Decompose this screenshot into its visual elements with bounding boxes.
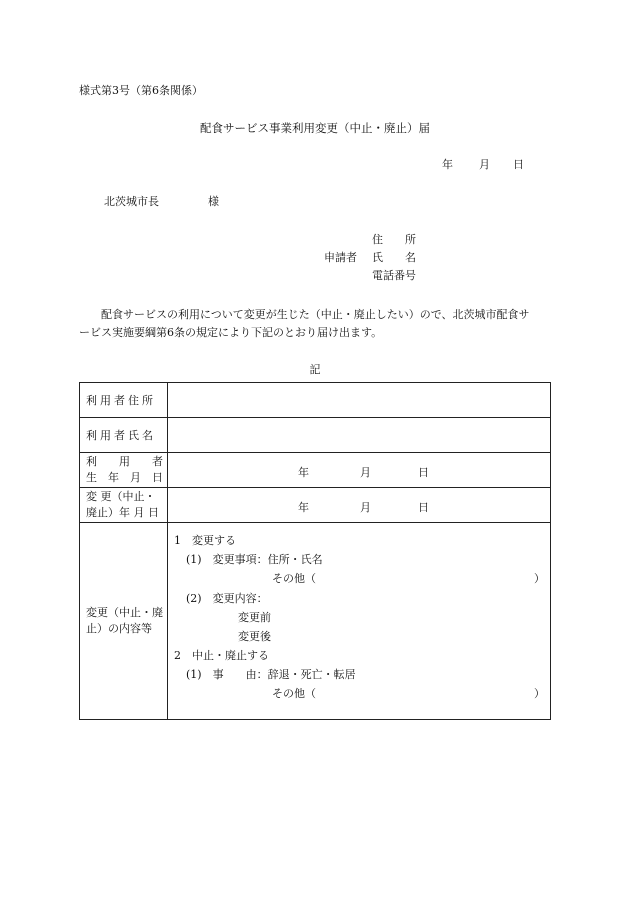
detail-label-line2: 止）の内容等 bbox=[86, 622, 152, 635]
applicant-label: 申請者 bbox=[324, 251, 357, 264]
dob-label-line2: 生 年 月 日 bbox=[86, 471, 163, 484]
date-month: 月 bbox=[479, 158, 490, 171]
table-row bbox=[80, 453, 551, 488]
detail-field bbox=[168, 523, 551, 720]
item-1-change: 1 変更する bbox=[174, 534, 236, 547]
item-2-stop: 2 中止・廃止する bbox=[174, 649, 269, 662]
body-line-1: 配食サービスの利用について変更が生じた（中止・廃止したい）ので、北茨城市配食サ bbox=[101, 308, 530, 321]
detail-label-line1: 変更（中止・廃 bbox=[86, 606, 163, 619]
change-before-label: 変更前 bbox=[238, 611, 271, 624]
item-2-other: その他（ bbox=[272, 687, 316, 700]
addressee-name: 北茨城市長 bbox=[104, 195, 159, 208]
change-month: 月 bbox=[360, 501, 371, 514]
applicant-address-label: 住 所 bbox=[372, 233, 416, 246]
user-name-field[interactable] bbox=[168, 418, 551, 453]
item-2-sub-1: (1) 事 由：辞退・死亡・転居 bbox=[186, 668, 356, 681]
table-row bbox=[80, 383, 551, 418]
change-date-label-line1: 変 更（中止・ bbox=[86, 490, 156, 503]
item-1-other: その他（ bbox=[272, 572, 316, 585]
body-text bbox=[79, 306, 549, 342]
document-title: 配食サービス事業利用変更（中止・廃止）届 bbox=[200, 121, 430, 135]
change-date-label-line2: 廃止）年 月 日 bbox=[86, 506, 159, 519]
table-row bbox=[80, 523, 551, 720]
dob-label bbox=[80, 453, 168, 488]
user-name-label: 利用者氏名 bbox=[80, 418, 168, 453]
applicant-phone-label: 電話番号 bbox=[372, 269, 416, 282]
body-line-2: ービス実施要綱第6条の規定により下記のとおり届け出ます。 bbox=[79, 326, 383, 339]
ki-heading: 記 bbox=[309, 363, 321, 376]
notification-table bbox=[79, 382, 551, 720]
table-row bbox=[80, 418, 551, 453]
item-1-sub-1: (1) 変更事項：住所・氏名 bbox=[186, 553, 323, 566]
applicant-name-label: 氏 名 bbox=[372, 251, 416, 264]
date-year: 年 bbox=[442, 158, 453, 171]
item-1-other-close: ） bbox=[534, 572, 545, 585]
addressee-honorific: 様 bbox=[208, 195, 219, 208]
user-address-field[interactable] bbox=[168, 383, 551, 418]
change-year: 年 bbox=[298, 501, 309, 514]
dob-label-line1: 利 用 者 bbox=[86, 455, 163, 468]
dob-year: 年 bbox=[298, 466, 309, 479]
item-2-other-close: ） bbox=[534, 687, 545, 700]
change-after-label: 変更後 bbox=[238, 630, 271, 643]
change-date-field[interactable] bbox=[168, 488, 551, 523]
detail-label bbox=[80, 523, 168, 720]
date-day: 日 bbox=[513, 158, 524, 171]
item-1-sub-2: (2) 変更内容： bbox=[186, 592, 268, 605]
table-row bbox=[80, 488, 551, 523]
change-day: 日 bbox=[418, 501, 429, 514]
user-address-label: 利用者住所 bbox=[80, 383, 168, 418]
dob-month: 月 bbox=[360, 466, 371, 479]
dob-field[interactable] bbox=[168, 453, 551, 488]
change-date-label bbox=[80, 488, 168, 523]
form-number: 様式第3号（第6条関係） bbox=[79, 84, 203, 97]
dob-day: 日 bbox=[418, 466, 429, 479]
